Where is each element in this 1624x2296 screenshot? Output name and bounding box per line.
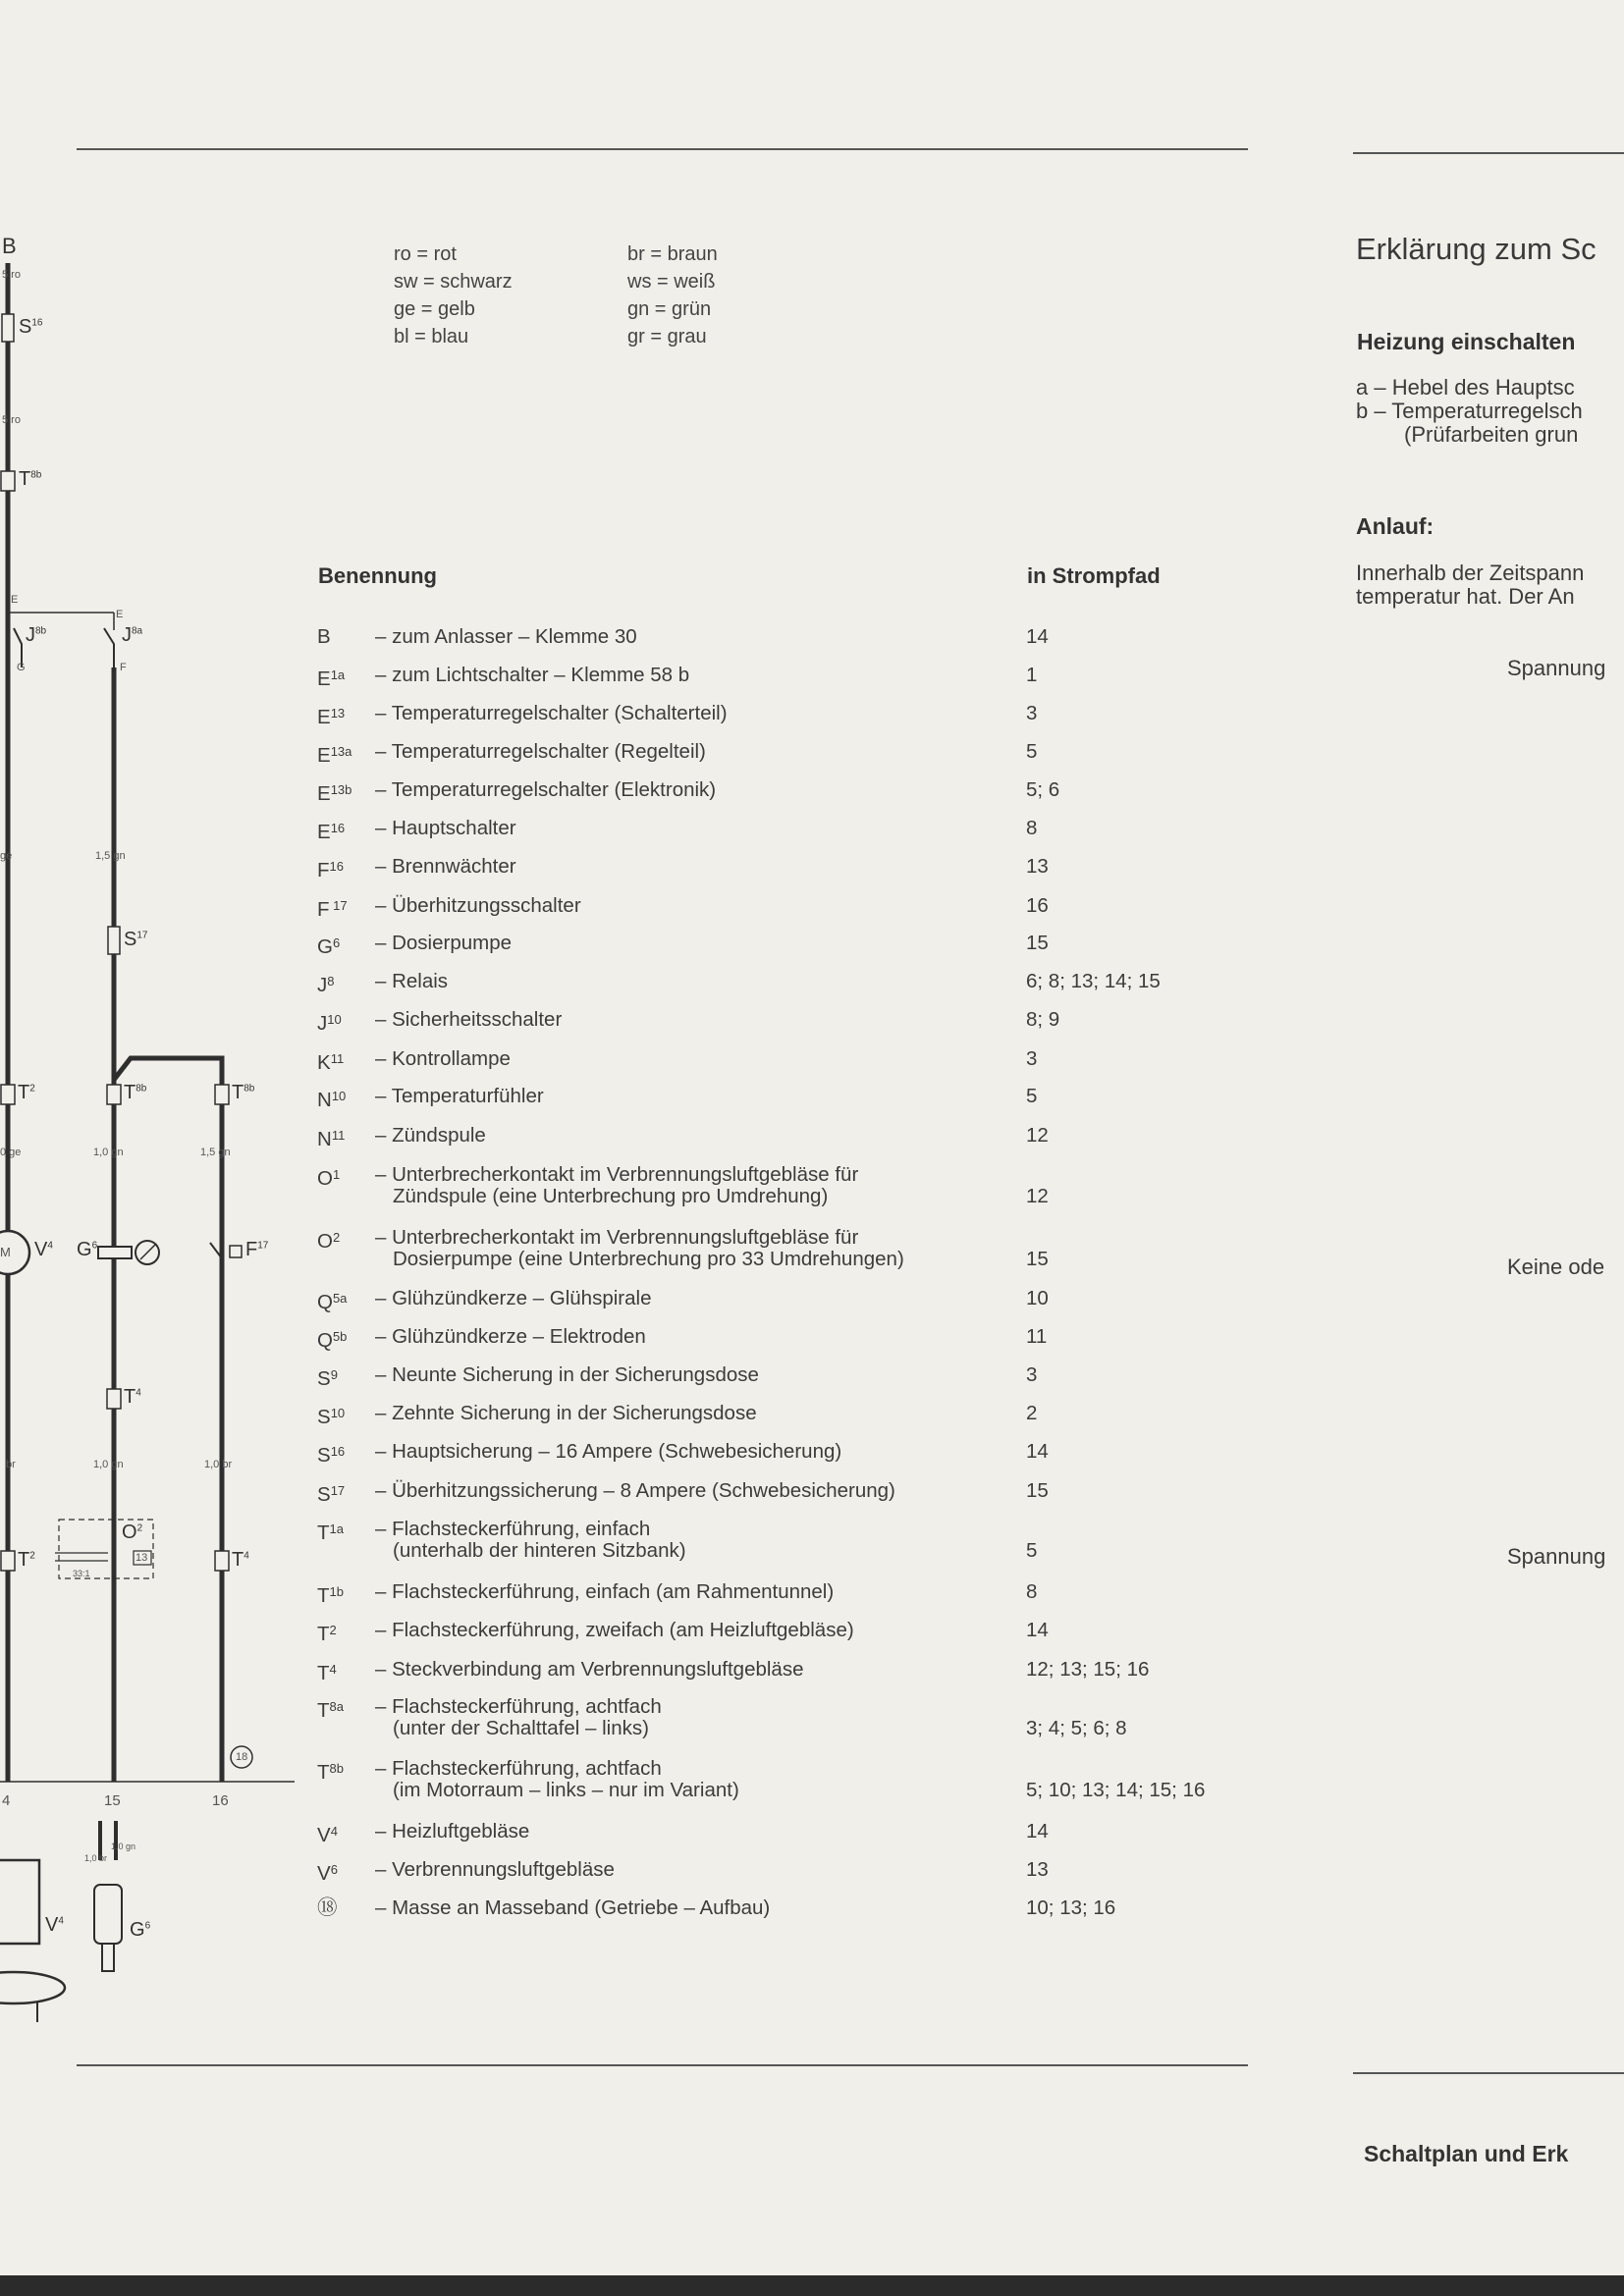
label-o2: $O^2$ — [122, 1522, 143, 1543]
row-strompfad: 15 — [1026, 932, 1049, 954]
row-code: $N^{11}$ — [317, 1128, 346, 1150]
row-description: – Überhitzungsschalter — [375, 894, 581, 917]
table-row — [317, 1363, 1299, 1390]
label-motor-m: M — [0, 1245, 11, 1259]
legend-bl: bl = blau — [394, 326, 469, 347]
row-strompfad: 8; 9 — [1026, 1008, 1060, 1031]
table-row — [317, 1047, 1299, 1074]
row-description: – Sicherheitsschalter — [375, 1008, 563, 1031]
label-t2-mid: $T^2$ — [18, 1082, 35, 1103]
table-row — [317, 702, 1299, 728]
row-description: – Temperaturregelschalter (Regelteil) — [375, 740, 706, 763]
wire-label-8: br — [6, 1459, 16, 1470]
wire-label-f: F — [120, 662, 127, 673]
legend-ws: ws = weiß — [627, 271, 716, 293]
wiring-diagram — [0, 0, 295, 2061]
row-code: $T^{1b}$ — [317, 1584, 344, 1607]
row-strompfad: 12; 13; 15; 16 — [1026, 1658, 1150, 1681]
wire-label-10: 1,0 br — [204, 1459, 233, 1470]
row-code: $T^{8b}$ — [317, 1761, 344, 1784]
row-code: $Q^{5b}$ — [317, 1329, 348, 1352]
row-strompfad: 10 — [1026, 1287, 1049, 1309]
bottom-rule-right — [1353, 2072, 1624, 2074]
row-description: – zum Lichtschalter – Klemme 58 b — [375, 664, 690, 686]
row-code: $J^8$ — [317, 974, 335, 996]
table-row — [317, 1008, 1299, 1035]
row-strompfad: 14 — [1026, 1820, 1049, 1842]
table-row — [317, 1820, 1299, 1846]
row-strompfad: 5 — [1026, 1539, 1038, 1562]
table-row — [317, 970, 1299, 996]
right-item-b: b – Temperaturregelsch — [1356, 399, 1583, 423]
row-code: $S^{10}$ — [317, 1406, 346, 1428]
row-description: – Relais — [375, 970, 449, 992]
row-strompfad: 8 — [1026, 817, 1038, 839]
wire-label-3: ge — [0, 850, 13, 862]
wire-label-11: 1,0 gn — [111, 1842, 136, 1851]
table-row — [317, 626, 1299, 648]
row-description: – Überhitzungssicherung – 8 Ampere (Schwebesicherung) — [375, 1479, 895, 1502]
label-s16: $S^{16}$ — [19, 316, 43, 338]
pump-g6 — [98, 1247, 132, 1258]
conn-t8b-a — [107, 1085, 121, 1104]
table-row — [317, 1287, 1299, 1313]
row-strompfad: 12 — [1026, 1124, 1049, 1147]
conn-t2-mid — [1, 1085, 15, 1104]
right-heading-heizung: Heizung einschalten — [1357, 329, 1576, 354]
right-spannung-1: Spannung — [1507, 656, 1606, 680]
table-row — [317, 1440, 1299, 1467]
row-strompfad: 6; 8; 13; 14; 15 — [1026, 970, 1161, 992]
wire-label-2: 5 ro — [2, 414, 21, 426]
row-strompfad: 5; 10; 13; 14; 15; 16 — [1026, 1779, 1206, 1801]
row-strompfad: 16 — [1026, 894, 1049, 917]
table-row — [317, 1758, 1299, 1801]
row-strompfad: 5 — [1026, 1085, 1038, 1107]
row-code: $T^2$ — [317, 1623, 337, 1645]
table-row — [317, 894, 1299, 921]
legend-gn: gn = grün — [627, 298, 712, 320]
table-row — [317, 1858, 1299, 1885]
row-code: $T^4$ — [317, 1662, 337, 1684]
row-description: – Flachsteckerführung, zweifach (am Heizluftgebläse) — [375, 1619, 854, 1641]
table-row — [317, 1580, 1299, 1607]
row-description: – Flachsteckerführung, einfach (am Rahmentunnel) — [375, 1580, 835, 1603]
row-code: $V^4$ — [317, 1824, 338, 1846]
row-code: $S^{16}$ — [317, 1444, 346, 1467]
row-description: – Zündspule — [375, 1124, 486, 1147]
label-t8b-top: $T^{8b}$ — [19, 468, 42, 490]
row-strompfad: 13 — [1026, 1858, 1049, 1881]
row-code: ⑱ — [317, 1896, 338, 1919]
row-description: – Hauptsicherung – 16 Ampere (Schwebesicherung) — [375, 1440, 842, 1463]
label-g6-bottom: $G^6$ — [130, 1919, 151, 1941]
row-code: $S^{17}$ — [317, 1483, 346, 1506]
row-code: $E^{13b}$ — [317, 782, 352, 805]
legend-gr: gr = grau — [627, 326, 707, 347]
label-g6: $G^6$ — [77, 1239, 98, 1260]
row-description: – Heizluftgebläse — [375, 1820, 530, 1842]
label-t2-low: $T^2$ — [18, 1549, 35, 1571]
table-row — [317, 1227, 1299, 1270]
row-description: – Temperaturregelschalter (Elektronik) — [375, 778, 717, 801]
wire-label-6: 1,0 gn — [93, 1147, 124, 1158]
scan-edge-bar — [0, 2275, 1624, 2296]
row-description: – Glühzündkerze – Elektroden — [375, 1325, 646, 1348]
label-ground-18: 18 — [236, 1751, 248, 1763]
row-description: – Flachsteckerführung, achtfach (unter der Schalttafel – links) — [375, 1695, 662, 1739]
table-row — [317, 1897, 1299, 1919]
label-t4-low: $T^4$ — [232, 1549, 249, 1571]
row-code: $O^2$ — [317, 1230, 341, 1253]
wire-label-1: 5 ro — [2, 269, 21, 281]
label-path-16: 16 — [212, 1792, 229, 1809]
right-title: Erklärung zum Sc — [1356, 232, 1597, 266]
right-para-line-1: Innerhalb der Zeitspann — [1356, 561, 1585, 585]
row-strompfad: 12 — [1026, 1185, 1049, 1207]
row-code: $T^{1a}$ — [317, 1522, 344, 1544]
blower-v4-body — [0, 1860, 39, 1944]
table-row — [317, 1402, 1299, 1428]
table-row — [317, 817, 1299, 843]
pump-g6-body — [94, 1885, 122, 1944]
switch-j8-right — [104, 628, 114, 667]
row-code: $E^{13a}$ — [317, 744, 352, 767]
right-spannung-2: Spannung — [1507, 1544, 1606, 1569]
row-code: $Q^{5a}$ — [317, 1291, 348, 1313]
conn-t4-low — [215, 1551, 229, 1571]
fuse-s16 — [2, 314, 14, 342]
label-j8-right: $J^{8a}$ — [122, 624, 143, 646]
row-strompfad: 10; 13; 16 — [1026, 1896, 1116, 1919]
row-strompfad: 3; 4; 5; 6; 8 — [1026, 1717, 1127, 1739]
table-row — [317, 1519, 1299, 1562]
table-row — [317, 1479, 1299, 1506]
row-strompfad: 5; 6 — [1026, 778, 1060, 801]
right-para-line-2: temperatur hat. Der An — [1356, 584, 1575, 609]
row-description: – Flachsteckerführung, einfach (unterhalb der hinteren Sitzbank) — [375, 1518, 686, 1562]
row-code: $J^{10}$ — [317, 1012, 342, 1035]
row-code: $K^{11}$ — [317, 1051, 345, 1074]
label-ratio: 33:1 — [73, 1569, 90, 1578]
row-description: – zum Anlasser – Klemme 30 — [375, 625, 637, 648]
top-rule-right — [1353, 152, 1624, 154]
table-header-benennung: Benennung — [318, 563, 437, 588]
row-description: – Temperaturfühler — [375, 1085, 544, 1107]
wire-label-12: 1,0 br — [84, 1853, 108, 1863]
label-path-14: 4 — [2, 1792, 11, 1809]
legend-br: br = braun — [627, 243, 718, 265]
wire-label-5: 0 ge — [0, 1147, 22, 1158]
row-strompfad: 14 — [1026, 1440, 1049, 1463]
row-description: – Hauptschalter — [375, 817, 516, 839]
table-row — [317, 664, 1299, 690]
row-description: – Unterbrecherkontakt im Verbrennungsluftgebläse für Dosierpumpe (eine Unterbrechung pro 33 Umdrehungen) — [375, 1226, 904, 1270]
label-t8b-b: $T^{8b}$ — [232, 1082, 255, 1103]
table-row — [317, 1325, 1299, 1352]
table-row — [317, 1658, 1299, 1684]
wire-label-4: 1,5 gn — [95, 850, 126, 862]
right-keine: Keine ode — [1507, 1255, 1605, 1279]
row-strompfad: 2 — [1026, 1402, 1038, 1424]
row-code: B — [317, 625, 331, 648]
table-row — [317, 1696, 1299, 1739]
right-item-b-cont: (Prüfarbeiten grun — [1404, 422, 1579, 447]
row-description: – Dosierpumpe — [375, 932, 513, 954]
label-t8b-a: $T^{8b}$ — [124, 1082, 147, 1103]
row-description: – Zehnte Sicherung in der Sicherungsdose — [375, 1402, 757, 1424]
legend-ge: ge = gelb — [394, 298, 475, 320]
table-row — [317, 855, 1299, 881]
row-description: – Kontrollampe — [375, 1047, 511, 1070]
row-strompfad: 11 — [1026, 1325, 1048, 1348]
row-code: $E^{16}$ — [317, 821, 346, 843]
row-strompfad: 8 — [1026, 1580, 1038, 1603]
right-heading-anlauf: Anlauf: — [1356, 513, 1435, 539]
row-strompfad: 3 — [1026, 702, 1038, 724]
row-strompfad: 13 — [1026, 855, 1049, 878]
bottom-rule-left — [77, 2064, 1248, 2066]
row-description: – Flachsteckerführung, achtfach (im Motorraum – links – nur im Variant) — [375, 1757, 739, 1801]
row-code: F $^{17}$ — [317, 898, 348, 921]
legend-ro: ro = rot — [394, 243, 457, 265]
table-row — [317, 778, 1299, 805]
fuse-s17 — [108, 927, 120, 954]
row-code: $N^{10}$ — [317, 1089, 347, 1111]
conn-t8b-b — [215, 1085, 229, 1104]
row-description: – Steckverbindung am Verbrennungsluftgebläse — [375, 1658, 804, 1681]
label-j8-left: $J^{8b}$ — [26, 624, 47, 646]
component-table — [317, 0, 1299, 1963]
row-code: $F^{16}$ — [317, 859, 344, 881]
row-description: – Neunte Sicherung in der Sicherungsdose — [375, 1363, 759, 1386]
table-row — [317, 740, 1299, 767]
row-code: $V^6$ — [317, 1862, 338, 1885]
label-box-13: 13 — [135, 1552, 148, 1564]
wire-branch — [114, 1058, 222, 1782]
row-strompfad: 1 — [1026, 664, 1038, 686]
wire-label-g: G — [17, 662, 26, 673]
row-description: – Temperaturregelschalter (Schalterteil) — [375, 702, 728, 724]
row-strompfad: 5 — [1026, 740, 1038, 763]
table-row — [317, 1124, 1299, 1150]
row-description: – Masse an Masseband (Getriebe – Aufbau) — [375, 1896, 771, 1919]
label-path-15: 15 — [104, 1792, 121, 1809]
row-description: – Brennwächter — [375, 855, 516, 878]
legend-sw: sw = schwarz — [394, 271, 513, 293]
row-code: $E^{1a}$ — [317, 667, 346, 690]
row-strompfad: 3 — [1026, 1047, 1038, 1070]
conn-t8b-top — [1, 471, 15, 491]
row-strompfad: 15 — [1026, 1479, 1049, 1502]
wire-label-9: 1,0 gn — [93, 1459, 124, 1470]
row-code: $E^{13}$ — [317, 706, 346, 728]
row-code: $T^{8a}$ — [317, 1699, 344, 1722]
conn-t2-low — [1, 1551, 15, 1571]
row-code: $O^1$ — [317, 1167, 341, 1190]
table-row — [317, 1164, 1299, 1207]
row-description: – Verbrennungsluftgebläse — [375, 1858, 615, 1881]
footer-title: Schaltplan und Erk — [1364, 2141, 1569, 2166]
label-f17: $F^{17}$ — [245, 1239, 269, 1260]
table-row — [317, 932, 1299, 958]
label-e-left: E — [11, 594, 19, 606]
label-e-right: E — [116, 609, 124, 620]
label-v4-bottom: $V^4$ — [45, 1914, 64, 1936]
table-header-strompfad: in Strompfad — [1027, 563, 1161, 588]
row-strompfad: 14 — [1026, 1619, 1049, 1641]
label-t4-mid: $T^4$ — [124, 1386, 141, 1408]
conn-t4-mid — [107, 1389, 121, 1409]
table-row — [317, 1085, 1299, 1111]
row-description: – Unterbrecherkontakt im Verbrennungsluftgebläse für Zündspule (eine Unterbrechung pro Umdrehung) — [375, 1163, 859, 1207]
row-strompfad: 15 — [1026, 1248, 1049, 1270]
row-code: $S^9$ — [317, 1367, 338, 1390]
row-description: – Glühzündkerze – Glühspirale — [375, 1287, 652, 1309]
right-item-a: a – Hebel des Hauptsc — [1356, 375, 1575, 400]
row-strompfad: 14 — [1026, 625, 1049, 648]
row-code: $G^6$ — [317, 935, 341, 958]
diagram-label-b: B — [2, 234, 17, 258]
wire-label-7: 1,5 gn — [200, 1147, 231, 1158]
label-v4: $V^4$ — [34, 1239, 53, 1260]
table-row — [317, 1619, 1299, 1645]
label-s17: $S^{17}$ — [124, 929, 148, 950]
row-strompfad: 3 — [1026, 1363, 1038, 1386]
